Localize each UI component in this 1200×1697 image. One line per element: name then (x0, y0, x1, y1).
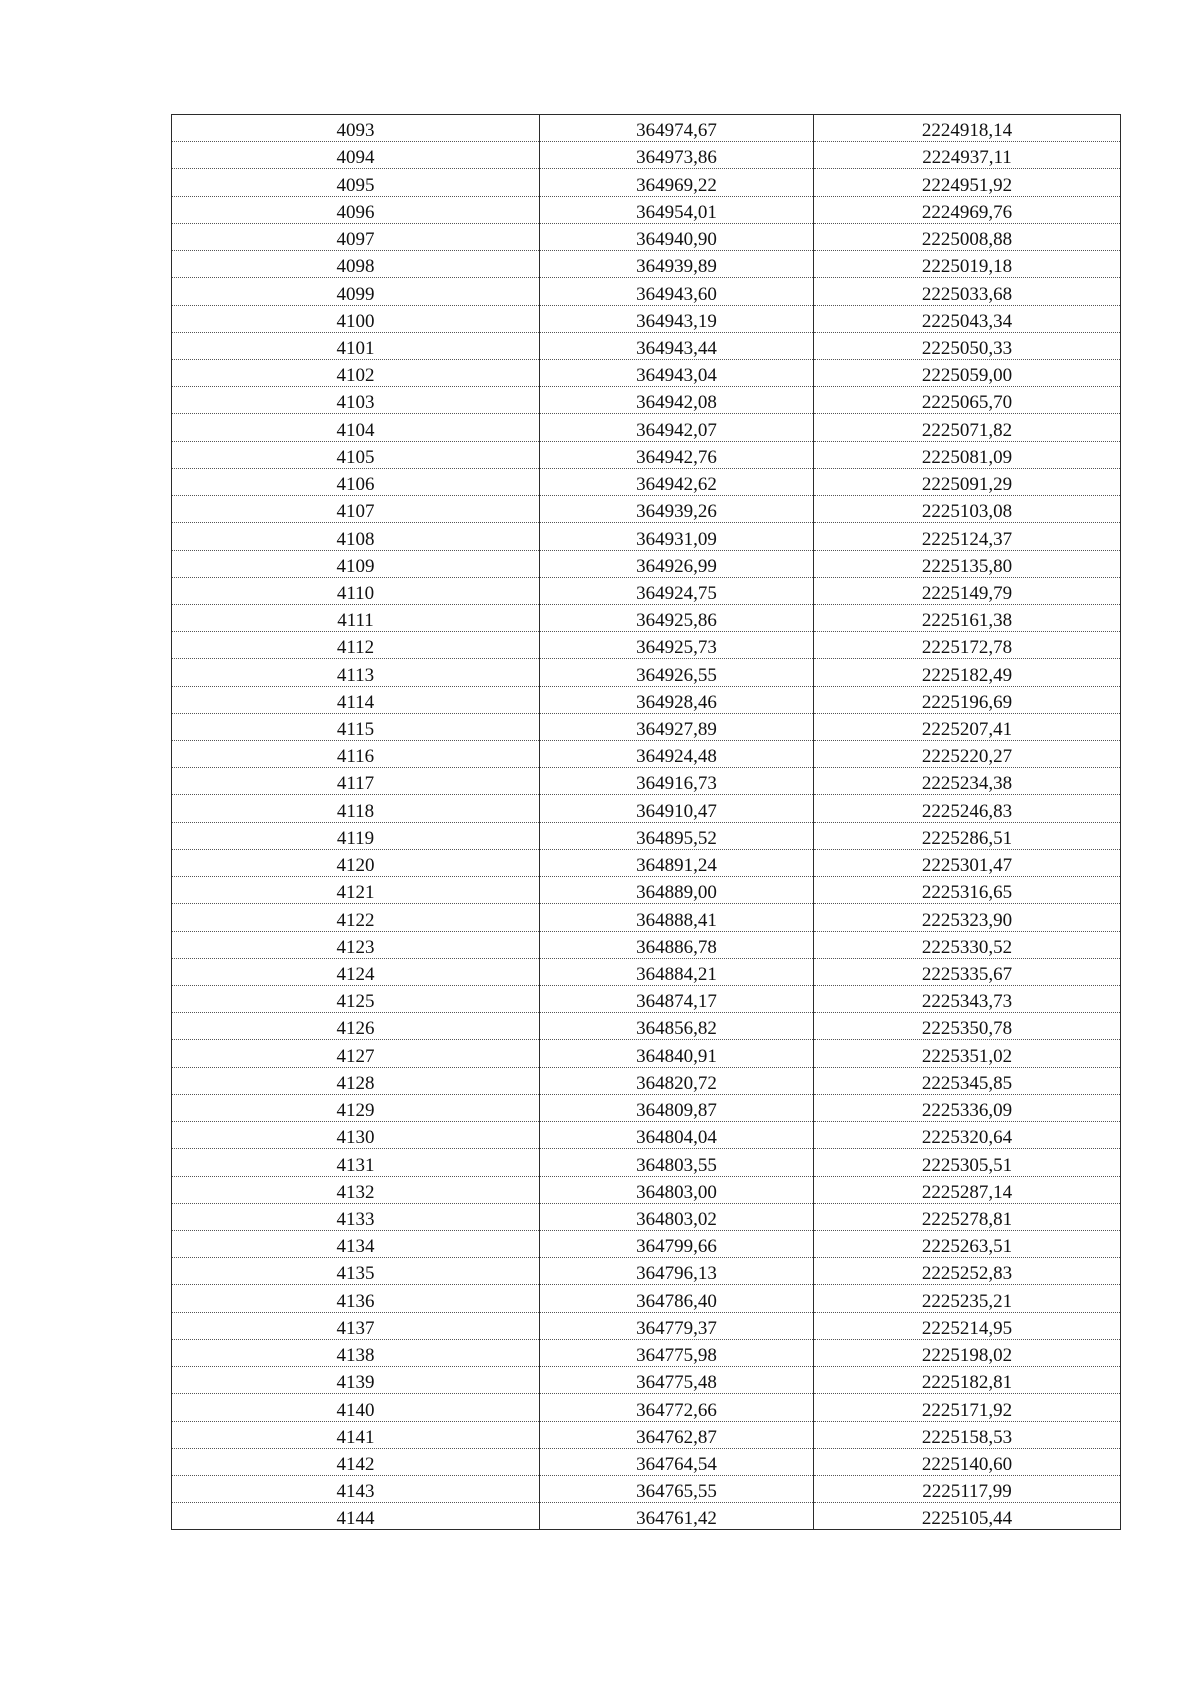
x-coordinate-cell: 364939,89 (540, 251, 814, 278)
x-coordinate-cell: 364924,75 (540, 577, 814, 604)
y-coordinate-cell: 2225081,09 (814, 441, 1121, 468)
table-row (172, 768, 1121, 795)
y-coordinate-cell: 2225263,51 (814, 1230, 1121, 1257)
table-row (172, 849, 1121, 876)
y-coordinate-cell: 2224918,14 (814, 115, 1121, 142)
point-number-cell: 4118 (172, 795, 540, 822)
table-row (172, 931, 1121, 958)
point-number-cell: 4101 (172, 332, 540, 359)
y-coordinate-cell: 2225278,81 (814, 1203, 1121, 1230)
point-number-cell: 4097 (172, 223, 540, 250)
point-number-cell: 4143 (172, 1475, 540, 1502)
table-row (172, 659, 1121, 686)
table-row (172, 1367, 1121, 1394)
table-row (172, 1421, 1121, 1448)
point-number-cell: 4104 (172, 414, 540, 441)
x-coordinate-cell: 364910,47 (540, 795, 814, 822)
y-coordinate-cell: 2225043,34 (814, 305, 1121, 332)
table-row (172, 523, 1121, 550)
point-number-cell: 4105 (172, 441, 540, 468)
point-number-cell: 4132 (172, 1176, 540, 1203)
table-row (172, 1258, 1121, 1285)
point-number-cell: 4102 (172, 359, 540, 386)
table-row (172, 1312, 1121, 1339)
x-coordinate-cell: 364891,24 (540, 849, 814, 876)
x-coordinate-cell: 364942,62 (540, 468, 814, 495)
y-coordinate-cell: 2225336,09 (814, 1094, 1121, 1121)
x-coordinate-cell: 364926,99 (540, 550, 814, 577)
x-coordinate-cell: 364973,86 (540, 142, 814, 169)
point-number-cell: 4126 (172, 1013, 540, 1040)
point-number-cell: 4093 (172, 115, 540, 142)
table-row (172, 223, 1121, 250)
table-row (172, 387, 1121, 414)
table-row (172, 550, 1121, 577)
table-row (172, 1394, 1121, 1421)
y-coordinate-cell: 2225350,78 (814, 1013, 1121, 1040)
point-number-cell: 4112 (172, 632, 540, 659)
table-row (172, 1285, 1121, 1312)
table-row (172, 278, 1121, 305)
y-coordinate-cell: 2225059,00 (814, 359, 1121, 386)
y-coordinate-cell: 2225158,53 (814, 1421, 1121, 1448)
y-coordinate-cell: 2225198,02 (814, 1339, 1121, 1366)
point-number-cell: 4144 (172, 1503, 540, 1530)
point-number-cell: 4127 (172, 1040, 540, 1067)
y-coordinate-cell: 2225207,41 (814, 713, 1121, 740)
table-row (172, 1013, 1121, 1040)
y-coordinate-cell: 2225103,08 (814, 496, 1121, 523)
y-coordinate-cell: 2225343,73 (814, 986, 1121, 1013)
y-coordinate-cell: 2225330,52 (814, 931, 1121, 958)
table-row (172, 332, 1121, 359)
point-number-cell: 4114 (172, 686, 540, 713)
coordinates-table (171, 114, 1121, 1530)
point-number-cell: 4113 (172, 659, 540, 686)
x-coordinate-cell: 364925,86 (540, 604, 814, 631)
x-coordinate-cell: 364772,66 (540, 1394, 814, 1421)
x-coordinate-cell: 364762,87 (540, 1421, 814, 1448)
point-number-cell: 4115 (172, 713, 540, 740)
table-row (172, 795, 1121, 822)
x-coordinate-cell: 364809,87 (540, 1094, 814, 1121)
y-coordinate-cell: 2225323,90 (814, 904, 1121, 931)
point-number-cell: 4100 (172, 305, 540, 332)
x-coordinate-cell: 364764,54 (540, 1448, 814, 1475)
x-coordinate-cell: 364761,42 (540, 1503, 814, 1530)
y-coordinate-cell: 2225286,51 (814, 822, 1121, 849)
table-row (172, 577, 1121, 604)
x-coordinate-cell: 364925,73 (540, 632, 814, 659)
x-coordinate-cell: 364786,40 (540, 1285, 814, 1312)
point-number-cell: 4135 (172, 1258, 540, 1285)
y-coordinate-cell: 2225316,65 (814, 877, 1121, 904)
y-coordinate-cell: 2225149,79 (814, 577, 1121, 604)
x-coordinate-cell: 364884,21 (540, 958, 814, 985)
x-coordinate-cell: 364943,19 (540, 305, 814, 332)
table-row (172, 986, 1121, 1013)
x-coordinate-cell: 364820,72 (540, 1067, 814, 1094)
point-number-cell: 4140 (172, 1394, 540, 1421)
table-row (172, 251, 1121, 278)
point-number-cell: 4111 (172, 604, 540, 631)
x-coordinate-cell: 364940,90 (540, 223, 814, 250)
point-number-cell: 4110 (172, 577, 540, 604)
point-number-cell: 4099 (172, 278, 540, 305)
x-coordinate-cell: 364931,09 (540, 523, 814, 550)
point-number-cell: 4128 (172, 1067, 540, 1094)
y-coordinate-cell: 2224951,92 (814, 169, 1121, 196)
y-coordinate-cell: 2225182,49 (814, 659, 1121, 686)
x-coordinate-cell: 364969,22 (540, 169, 814, 196)
y-coordinate-cell: 2225171,92 (814, 1394, 1121, 1421)
table-row (172, 115, 1121, 142)
x-coordinate-cell: 364942,76 (540, 441, 814, 468)
y-coordinate-cell: 2225287,14 (814, 1176, 1121, 1203)
x-coordinate-cell: 364779,37 (540, 1312, 814, 1339)
x-coordinate-cell: 364886,78 (540, 931, 814, 958)
y-coordinate-cell: 2225235,21 (814, 1285, 1121, 1312)
point-number-cell: 4122 (172, 904, 540, 931)
x-coordinate-cell: 364954,01 (540, 196, 814, 223)
point-number-cell: 4121 (172, 877, 540, 904)
y-coordinate-cell: 2225124,37 (814, 523, 1121, 550)
table-row (172, 1339, 1121, 1366)
x-coordinate-cell: 364889,00 (540, 877, 814, 904)
point-number-cell: 4123 (172, 931, 540, 958)
table-row (172, 686, 1121, 713)
table-row (172, 904, 1121, 931)
y-coordinate-cell: 2225172,78 (814, 632, 1121, 659)
x-coordinate-cell: 364943,04 (540, 359, 814, 386)
table-row (172, 958, 1121, 985)
point-number-cell: 4142 (172, 1448, 540, 1475)
table-row (172, 1475, 1121, 1502)
y-coordinate-cell: 2225252,83 (814, 1258, 1121, 1285)
x-coordinate-cell: 364803,00 (540, 1176, 814, 1203)
y-coordinate-cell: 2225196,69 (814, 686, 1121, 713)
x-coordinate-cell: 364803,55 (540, 1149, 814, 1176)
point-number-cell: 4108 (172, 523, 540, 550)
point-number-cell: 4103 (172, 387, 540, 414)
table-row (172, 1503, 1121, 1530)
x-coordinate-cell: 364943,44 (540, 332, 814, 359)
table-row (172, 1149, 1121, 1176)
point-number-cell: 4136 (172, 1285, 540, 1312)
y-coordinate-cell: 2225351,02 (814, 1040, 1121, 1067)
point-number-cell: 4095 (172, 169, 540, 196)
x-coordinate-cell: 364799,66 (540, 1230, 814, 1257)
y-coordinate-cell: 2225071,82 (814, 414, 1121, 441)
table-row (172, 822, 1121, 849)
point-number-cell: 4116 (172, 741, 540, 768)
table-row (172, 713, 1121, 740)
table-row (172, 1040, 1121, 1067)
table-row (172, 359, 1121, 386)
table-row (172, 414, 1121, 441)
table-row (172, 1203, 1121, 1230)
x-coordinate-cell: 364927,89 (540, 713, 814, 740)
point-number-cell: 4107 (172, 496, 540, 523)
point-number-cell: 4137 (172, 1312, 540, 1339)
x-coordinate-cell: 364974,67 (540, 115, 814, 142)
point-number-cell: 4117 (172, 768, 540, 795)
point-number-cell: 4125 (172, 986, 540, 1013)
x-coordinate-cell: 364803,02 (540, 1203, 814, 1230)
table-row (172, 468, 1121, 495)
coordinates-table-body (172, 115, 1121, 1530)
point-number-cell: 4106 (172, 468, 540, 495)
point-number-cell: 4129 (172, 1094, 540, 1121)
point-number-cell: 4124 (172, 958, 540, 985)
y-coordinate-cell: 2225091,29 (814, 468, 1121, 495)
table-row (172, 1176, 1121, 1203)
x-coordinate-cell: 364924,48 (540, 741, 814, 768)
x-coordinate-cell: 364916,73 (540, 768, 814, 795)
point-number-cell: 4096 (172, 196, 540, 223)
point-number-cell: 4109 (172, 550, 540, 577)
y-coordinate-cell: 2225008,88 (814, 223, 1121, 250)
point-number-cell: 4131 (172, 1149, 540, 1176)
table-row (172, 169, 1121, 196)
y-coordinate-cell: 2225345,85 (814, 1067, 1121, 1094)
point-number-cell: 4138 (172, 1339, 540, 1366)
y-coordinate-cell: 2225335,67 (814, 958, 1121, 985)
table-row (172, 1094, 1121, 1121)
point-number-cell: 4119 (172, 822, 540, 849)
y-coordinate-cell: 2225161,38 (814, 604, 1121, 631)
x-coordinate-cell: 364765,55 (540, 1475, 814, 1502)
y-coordinate-cell: 2225105,44 (814, 1503, 1121, 1530)
x-coordinate-cell: 364856,82 (540, 1013, 814, 1040)
table-row (172, 741, 1121, 768)
y-coordinate-cell: 2225140,60 (814, 1448, 1121, 1475)
x-coordinate-cell: 364775,48 (540, 1367, 814, 1394)
y-coordinate-cell: 2225320,64 (814, 1122, 1121, 1149)
x-coordinate-cell: 364926,55 (540, 659, 814, 686)
x-coordinate-cell: 364942,08 (540, 387, 814, 414)
point-number-cell: 4120 (172, 849, 540, 876)
table-row (172, 1122, 1121, 1149)
x-coordinate-cell: 364943,60 (540, 278, 814, 305)
x-coordinate-cell: 364796,13 (540, 1258, 814, 1285)
y-coordinate-cell: 2225033,68 (814, 278, 1121, 305)
y-coordinate-cell: 2225305,51 (814, 1149, 1121, 1176)
y-coordinate-cell: 2225214,95 (814, 1312, 1121, 1339)
y-coordinate-cell: 2225117,99 (814, 1475, 1121, 1502)
point-number-cell: 4098 (172, 251, 540, 278)
y-coordinate-cell: 2225065,70 (814, 387, 1121, 414)
table-row (172, 632, 1121, 659)
y-coordinate-cell: 2225246,83 (814, 795, 1121, 822)
x-coordinate-cell: 364895,52 (540, 822, 814, 849)
point-number-cell: 4130 (172, 1122, 540, 1149)
y-coordinate-cell: 2224969,76 (814, 196, 1121, 223)
table-row (172, 142, 1121, 169)
x-coordinate-cell: 364840,91 (540, 1040, 814, 1067)
x-coordinate-cell: 364928,46 (540, 686, 814, 713)
point-number-cell: 4094 (172, 142, 540, 169)
table-row (172, 604, 1121, 631)
x-coordinate-cell: 364775,98 (540, 1339, 814, 1366)
point-number-cell: 4133 (172, 1203, 540, 1230)
y-coordinate-cell: 2225135,80 (814, 550, 1121, 577)
table-row (172, 196, 1121, 223)
table-row (172, 877, 1121, 904)
y-coordinate-cell: 2225234,38 (814, 768, 1121, 795)
table-row (172, 1448, 1121, 1475)
x-coordinate-cell: 364888,41 (540, 904, 814, 931)
table-row (172, 441, 1121, 468)
x-coordinate-cell: 364939,26 (540, 496, 814, 523)
y-coordinate-cell: 2225019,18 (814, 251, 1121, 278)
x-coordinate-cell: 364942,07 (540, 414, 814, 441)
y-coordinate-cell: 2225182,81 (814, 1367, 1121, 1394)
table-row (172, 1230, 1121, 1257)
x-coordinate-cell: 364874,17 (540, 986, 814, 1013)
y-coordinate-cell: 2225220,27 (814, 741, 1121, 768)
x-coordinate-cell: 364804,04 (540, 1122, 814, 1149)
y-coordinate-cell: 2225050,33 (814, 332, 1121, 359)
point-number-cell: 4141 (172, 1421, 540, 1448)
table-row (172, 496, 1121, 523)
point-number-cell: 4134 (172, 1230, 540, 1257)
y-coordinate-cell: 2224937,11 (814, 142, 1121, 169)
y-coordinate-cell: 2225301,47 (814, 849, 1121, 876)
table-row (172, 1067, 1121, 1094)
point-number-cell: 4139 (172, 1367, 540, 1394)
table-row (172, 305, 1121, 332)
